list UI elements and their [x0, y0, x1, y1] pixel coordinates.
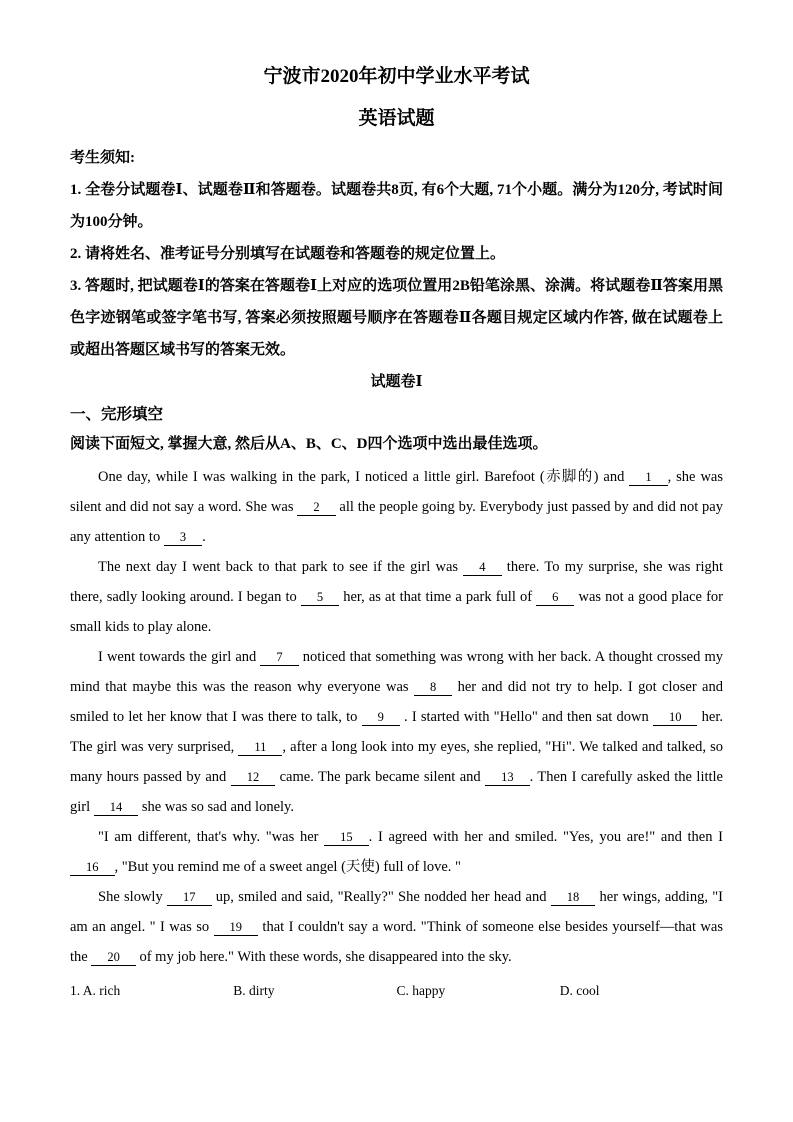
passage-paragraph-3: I went towards the girl and 7 noticed that something was wrong with her back. A thought crossed my mind that maybe this was the reason why everyone was 8 her and did not try to help. I got closer and smiled to let her know that I was there to talk, to 9 . I started with "Hello" and then sat down 10 her. The girl was very surprised, 11 , after a long look into my eyes, she replied, "Hi". We talked and talked, so many hours passed by and 12 came. The park became silent and 13 . Then I carefully asked the little girl 14 she was so sad and lonely.: [70, 649, 723, 815]
cloze-instructions: 阅读下面短文, 掌握大意, 然后从A、B、C、D四个选项中选出最佳选项。: [70, 436, 548, 452]
passage-paragraph-5: She slowly 17 up, smiled and said, "Really?" She nodded her head and 18 her wings, adding, "I am an angel. " I was so 19 that I couldn't say a word. "Think of someone else besides yourself—that was the 20 of my job here." With these words, she disappeared into the sky.: [70, 889, 723, 965]
notice-item-1: 1. 全卷分试题卷Ⅰ、试题卷Ⅱ和答题卷。试题卷共8页, 有6个大题, 71个小题。满分为120分, 考试时间为100分钟。: [70, 182, 723, 230]
cloze-blank-15: 15: [324, 830, 369, 846]
cloze-blank-12: 12: [231, 770, 276, 786]
cloze-blank-16: 16: [70, 860, 115, 876]
cloze-blank-10: 10: [653, 710, 698, 726]
cloze-blank-5: 5: [301, 590, 339, 606]
paper1-heading: 试题卷Ⅰ: [370, 374, 423, 390]
cloze-blank-6: 6: [536, 590, 574, 606]
cloze-blank-19: 19: [214, 920, 259, 936]
cloze-blank-13: 13: [485, 770, 530, 786]
passage-paragraph-1: One day, while I was walking in the park, I noticed a little girl. Barefoot (赤脚的) and 1 , she was silent and did not say a word. She was 2 all the people going by. Everybody just passed by and did not pay any attention to 3 .: [70, 469, 723, 545]
cloze-blank-17: 17: [167, 890, 212, 906]
question-1-option-c: C. happy: [396, 983, 446, 998]
cloze-blank-14: 14: [94, 800, 139, 816]
question-1-option-a: 1. A. rich: [70, 983, 121, 998]
cloze-blank-4: 4: [463, 560, 501, 576]
cloze-blank-20: 20: [91, 950, 136, 966]
question-1-option-b: B. dirty: [233, 983, 275, 998]
passage-paragraph-4: "I am different, that's why. "was her 15 . I agreed with her and smiled. "Yes, you are!" and then I 16 , "But you remind me of a sweet angel (天使) full of love. ": [70, 822, 723, 882]
cloze-blank-7: 7: [260, 650, 298, 666]
exam-title: 宁波市2020年初中学业水平考试: [263, 66, 530, 87]
notice-item-3: 3. 答题时, 把试题卷Ⅰ的答案在答题卷Ⅰ上对应的选项位置用2B铅笔涂黑、涂满。将试题卷Ⅱ答案用黑色字迹钢笔或签字笔书写, 答案必须按照题号顺序在答题卷Ⅱ各题目规定区域内作答, 做在试题卷上或超出答题区域书写的答案无效。: [70, 278, 723, 358]
question-1-option-d: D. cool: [559, 983, 600, 998]
cloze-passage: [70, 462, 723, 972]
cloze-blank-3: 3: [164, 530, 202, 546]
cloze-blank-18: 18: [551, 890, 596, 906]
passage-paragraph-2: The next day I went back to that park to see if the girl was 4 there. To my surprise, she was right there, sadly looking around. I began to 5 her, as at that time a park full of 6 was not a good place for small kids to play alone.: [70, 559, 724, 635]
question-1-options-row: [70, 980, 723, 1002]
candidate-notice-section: [70, 142, 723, 366]
cloze-blank-2: 2: [297, 500, 335, 516]
cloze-blank-1: 1: [629, 470, 667, 486]
notice-item-2: 2. 请将姓名、准考证号分别填写在试题卷和答题卷的规定位置上。: [70, 246, 506, 262]
notice-heading: 考生须知:: [70, 150, 135, 166]
exam-subtitle: 英语试题: [358, 108, 435, 129]
cloze-blank-9: 9: [362, 710, 400, 726]
cloze-blank-8: 8: [414, 680, 452, 696]
cloze-section-heading: 一、完形填空: [70, 406, 164, 423]
cloze-blank-11: 11: [238, 740, 282, 756]
